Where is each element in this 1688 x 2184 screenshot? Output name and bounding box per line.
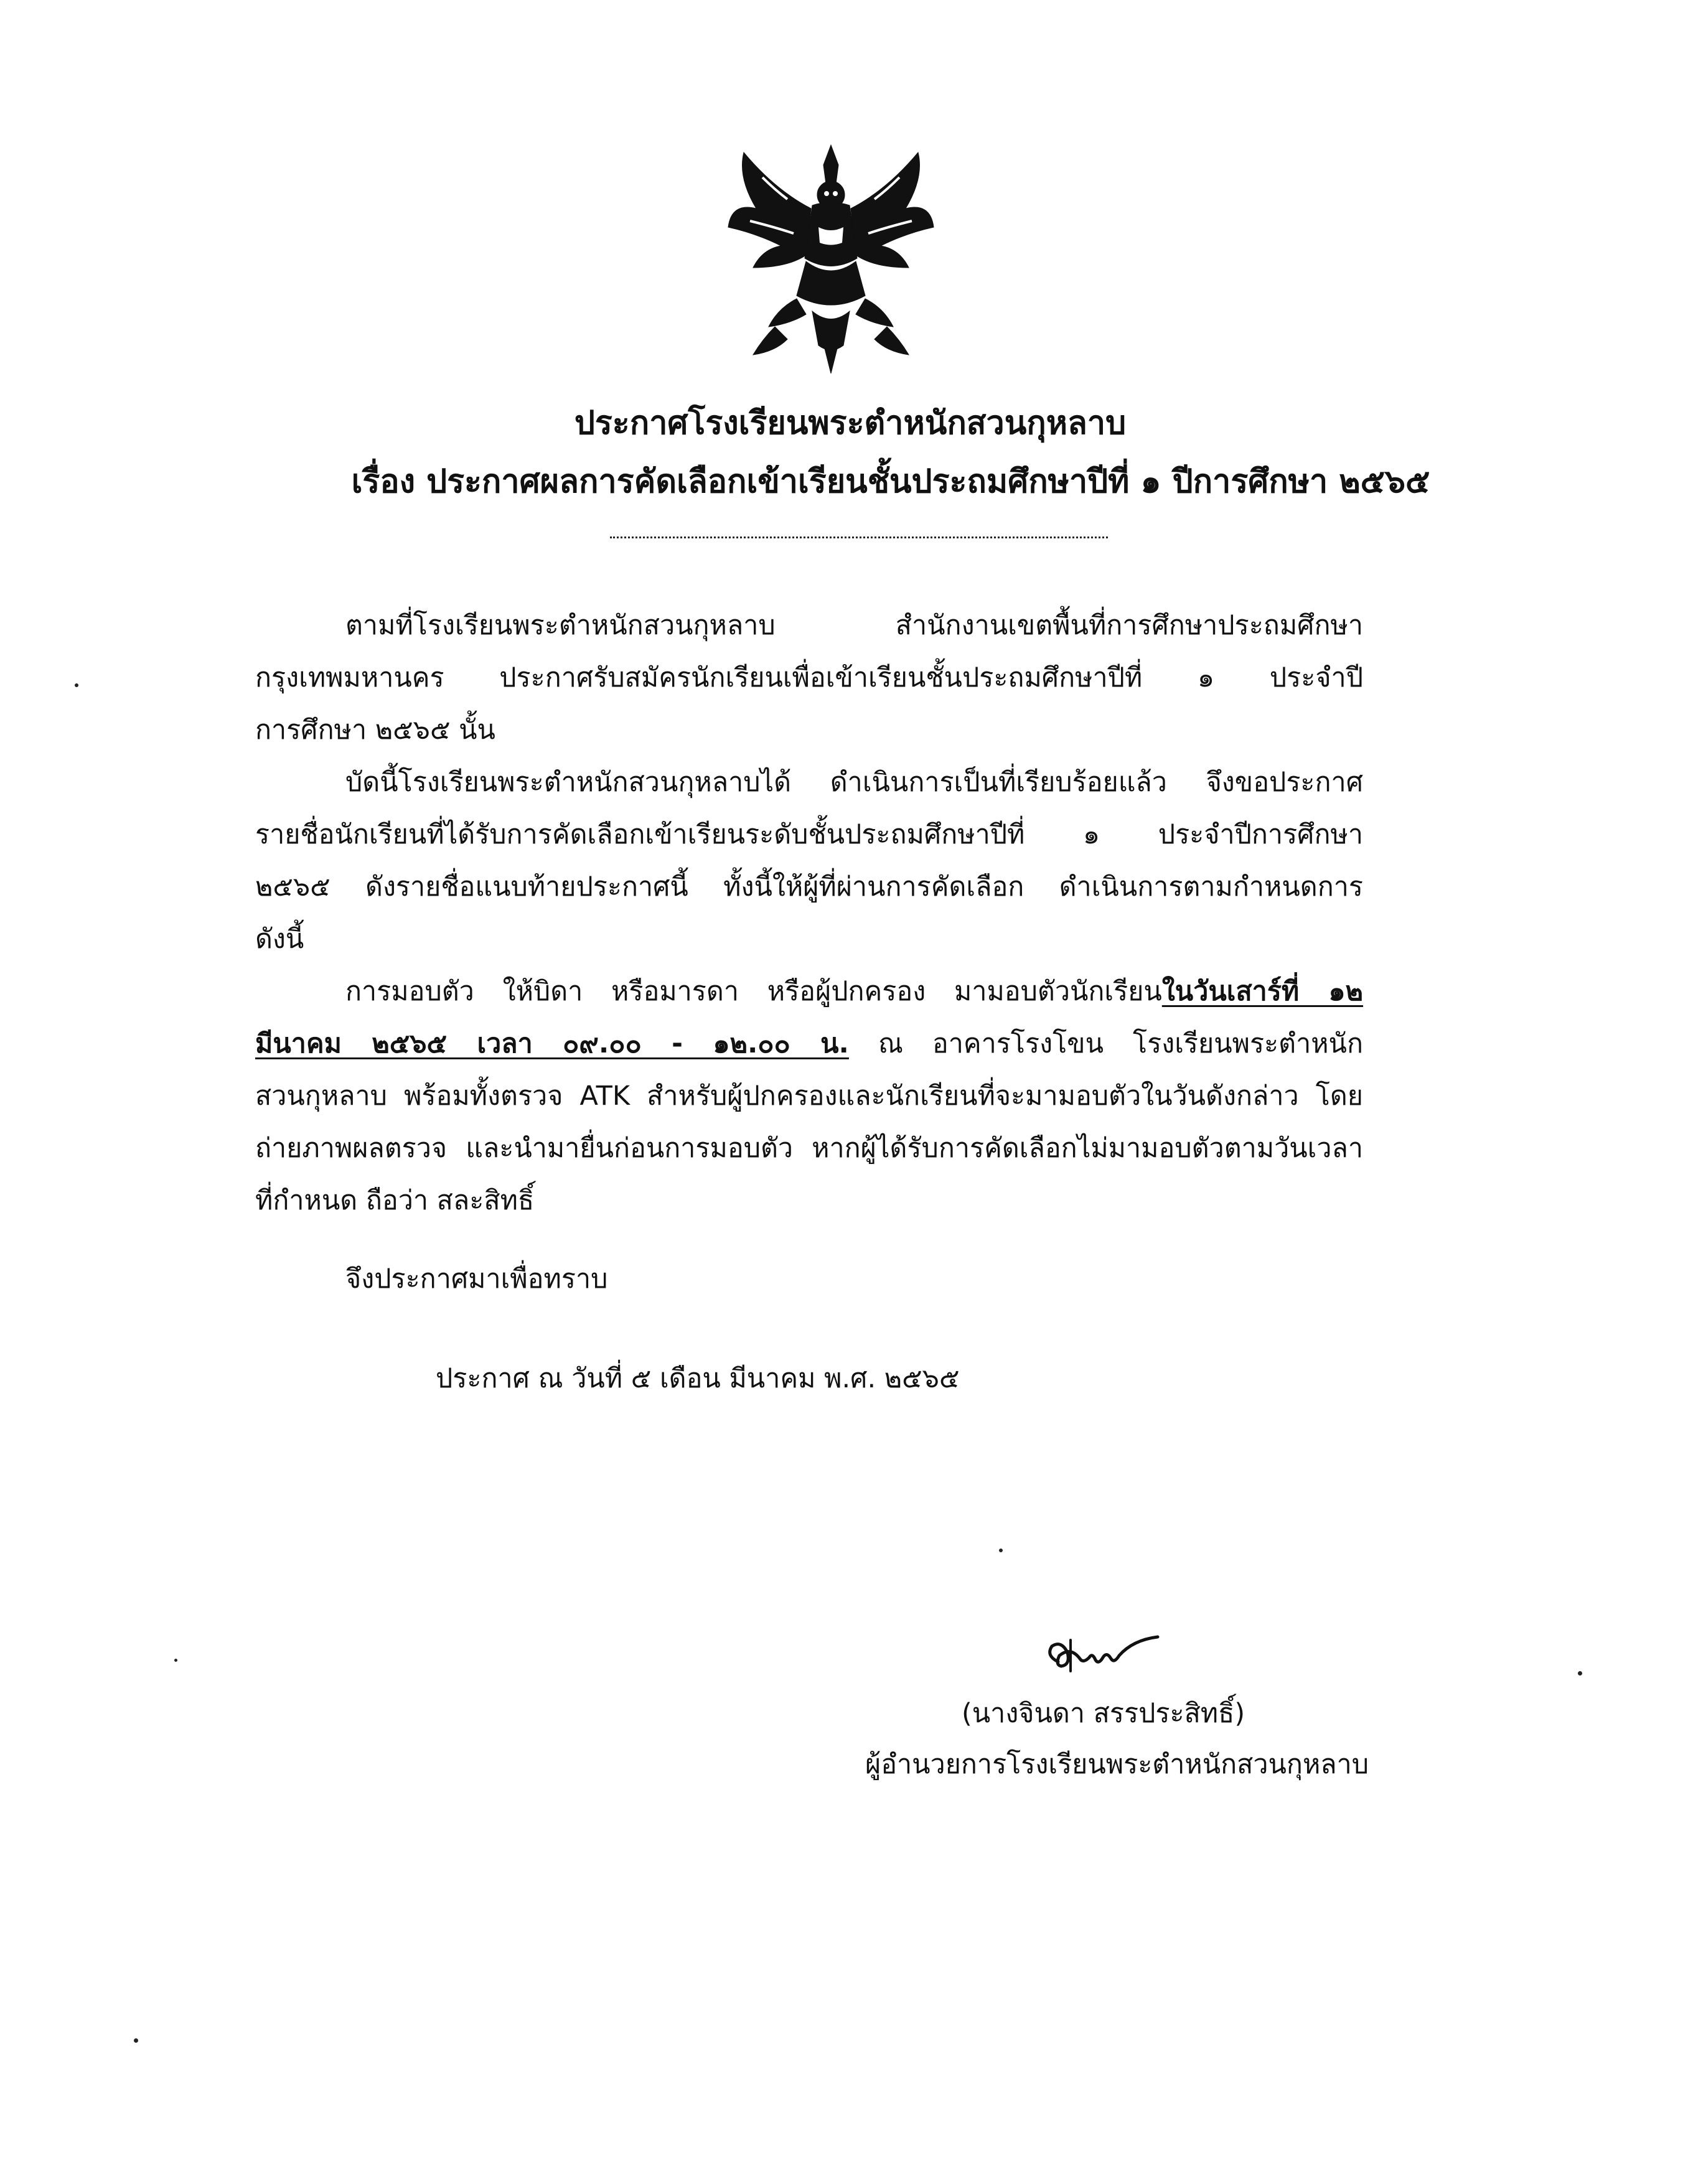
signature-image (1033, 1628, 1170, 1684)
para3-line5: ที่กำหนด ถือว่า สละสิทธิ์ (255, 1185, 535, 1216)
para3-line2 (255, 1022, 1363, 1064)
handover-time-emphasis: มีนาคม ๒๕๖๕ เวลา ๐๙.๐๐ - ๑๒.๐๐ น. (255, 1028, 849, 1059)
garuda-emblem-icon (719, 140, 943, 377)
closing-statement: จึงประกาศมาเพื่อทราบ (345, 1263, 608, 1295)
para3-line1-text: การมอบตัว ให้บิดา หรือมารดา หรือผู้ปกครอง มามอบตัวนักเรียน (345, 976, 1162, 1007)
scan-speck (75, 683, 78, 687)
scan-speck (1578, 1671, 1582, 1675)
announcement-subject: เรื่อง ประกาศผลการคัดเลือกเข้าเรียนชั้นประถมศึกษาปีที่ ๑ ปีการศึกษา ๒๕๖๕ (351, 463, 1430, 500)
announcement-date: ประกาศ ณ วันที่ ๕ เดือน มีนาคม พ.ศ. ๒๕๖๕ (436, 1363, 960, 1394)
para2-line3: ๒๕๖๕ ดังรายชื่อแนบท้ายประกาศนี้ ทั้งนี้ให้ผู้ที่ผ่านการคัดเลือก ดำเนินการตามกำหนดการ (255, 871, 1363, 902)
para2-line1: บัดนี้โรงเรียนพระตำหนักสวนกุหลาบได้ ดำเนินการเป็นที่เรียบร้อยแล้ว จึงขอประกาศ (345, 767, 1363, 798)
signer-position: ผู้อำนวยการโรงเรียนพระตำหนักสวนกุหลาบ (865, 1749, 1369, 1780)
para1-line2: กรุงเทพมหานคร ประกาศรับสมัครนักเรียนเพื่อเข้าเรียนชั้นประถมศึกษาปีที่ ๑ ประจำปี (255, 662, 1363, 693)
para1-line1: ตามที่โรงเรียนพระตำหนักสวนกุหลาบ สำนักงานเขตพื้นที่การศึกษาประถมศึกษา (345, 610, 1363, 641)
scan-speck (134, 2038, 138, 2043)
para3-line1 (345, 970, 1363, 1012)
para2-line4: ดังนี้ (255, 924, 304, 955)
signer-name: (นางจินดา สรรประสิทธิ์) (962, 1698, 1245, 1729)
para2-line2: รายชื่อนักเรียนที่ได้รับการคัดเลือกเข้าเรียนระดับชั้นประถมศึกษาปีที่ ๑ ประจำปีการศึกษา (255, 819, 1363, 850)
handover-day-emphasis: ในวันเสาร์ที่ ๑๒ (1161, 976, 1363, 1007)
para3-line2-text: ณ อาคารโรงโขน โรงเรียนพระตำหนัก (848, 1028, 1363, 1059)
para3-line4: ถ่ายภาพผลตรวจ และนำมายื่นก่อนการมอบตัว หากผู้ได้รับการคัดเลือกไม่มามอบตัวตามวันเวลา (255, 1133, 1363, 1164)
para3-line3: สวนกุหลาบ พร้อมทั้งตรวจ ATK สำหรับผู้ปกครองและนักเรียนที่จะมามอบตัวในวันดังกล่าว โดย (255, 1080, 1363, 1112)
scan-speck (999, 1549, 1003, 1552)
para1-line3: การศึกษา ๒๕๖๕ นั้น (255, 715, 495, 746)
announcement-title: ประกาศโรงเรียนพระตำหนักสวนกุหลาบ (574, 405, 1127, 442)
dotted-divider (610, 537, 1108, 538)
scan-speck (174, 1659, 177, 1662)
